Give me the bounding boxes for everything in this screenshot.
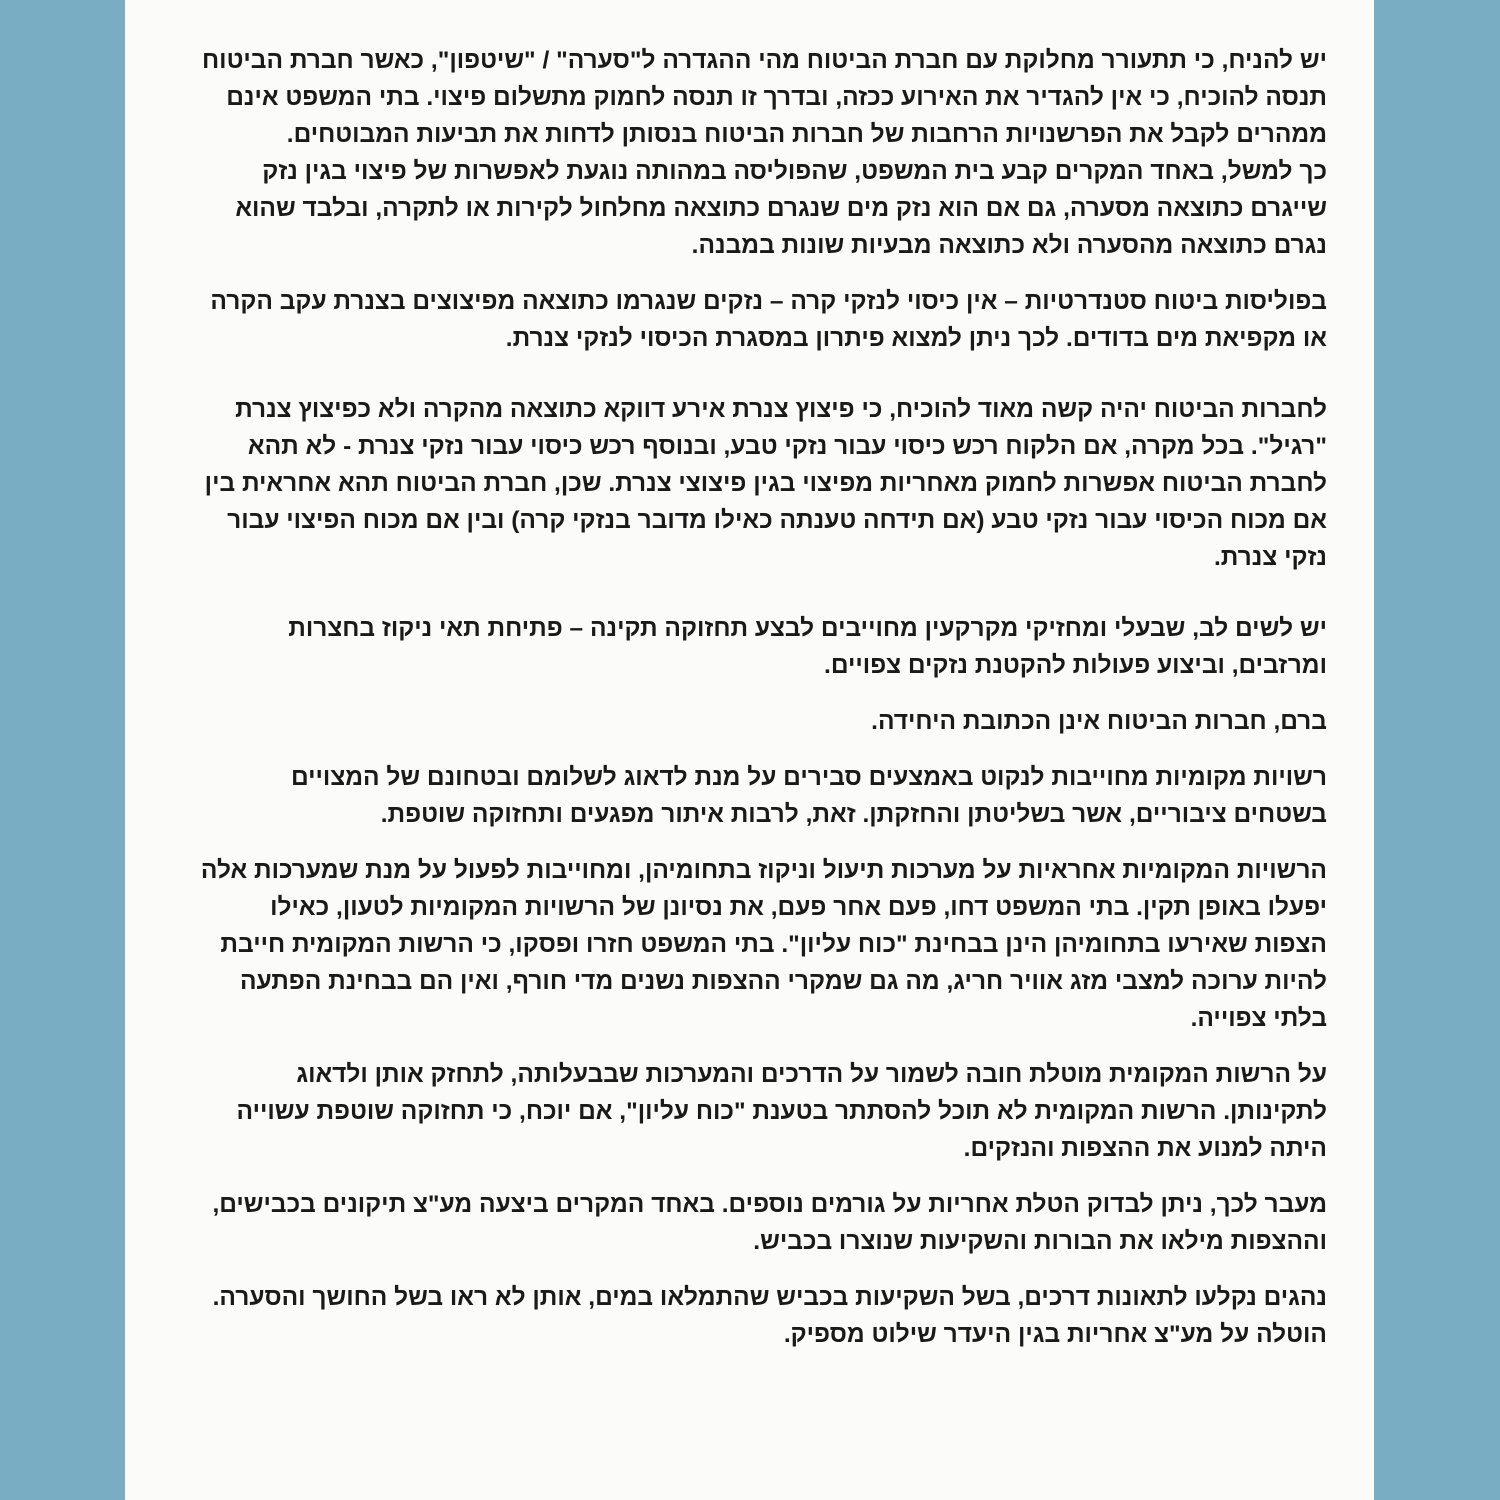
paragraph-local-authorities: רשויות מקומיות מחוייבות לנקוט באמצעים סבירים על מנת לדאוג לשלומם ובטחונם של המצויים בשטחים ציבוריים, אשר בשליטתן והחזקתן. זאת, לרבות איתור מפגעים ותחזוקה שוטפת.: [290, 764, 1327, 828]
document-page: [125, 0, 1374, 1500]
paragraph-owner-maintenance: יש לשים לב, שבעלי ומחזיקי מקרקעין מחוייבים לבצע תחזוקה תקינה – פתיחת תאי ניקוז בחצרות ומרזבים, וביצוע פעולות להקטנת נזקים צפויים.: [288, 615, 1327, 679]
paragraph-drainage-responsibility: הרשויות המקומיות אחראיות על מערכות תיעול וניקוז בתחומיהן, ומחוייבות לפעול על מנת שמערכות אלה יפעלו באופן תקין. בתי המשפט דחו, פעם אחר פעם, את נסיונן של הרשויות המקומיות לטעון, כאילו הצפות שאירעו בתחומיהן הינן בבחינת "כוח עליון". בתי המשפט חזרו ופסקו, כי הרשות המקומית חייבת להיות ערוכה למצבי מזג אוויר חריג, מה גם שמקרי ההצפות נשנים מדי חורף, ואין הם בבחינת הפתעה בלתי צפוייה.: [200, 857, 1327, 1032]
paragraph-storm-definition: יש להניח, כי תתעורר מחלוקת עם חברת הביטוח מהי ההגדרה ל"סערה" / "שיטפון", כאשר חברת הביטוח תנסה להוכיח, כי אין להגדיר את האירוע ככזה, ובדרך זו תנסה לחמוק מתשלום פיצוי. בתי המשפט אינם ממהרים לקבל את הפרשנויות הרחבות של חברות הביטוח בנסותן לדחות את תביעות המבוטחים.: [202, 47, 1327, 148]
paragraph-not-only-insurers: ברם, חברות הביטוח אינן הכתובת היחידה.: [871, 708, 1327, 735]
paragraph-pipe-burst: לחברות הביטוח יהיה קשה מאוד להוכיח, כי פיצוץ צנרת אירע דווקא כתוצאה מהקרה ולא כפיצוץ צנרת "רגיל". בכל מקרה, אם הלקוח רכש כיסוי עבור נזקי טבע, ובנוסף רכש כיסוי עבור נזקי צנרת - לא תהא לחברת הביטוח אפשרות לחמוק מאחריות מפיצוי בגין פיצוצי צנרת. שכן, חברת הביטוח תהא אחראית בין אם מכוח הכיסוי עבור נזקי טבע (אם תידחה טענתה כאילו מדובר בנזקי קרה) ובין אם מכוח הפיצוי עבור נזקי צנרת.: [204, 396, 1327, 571]
paragraph-frost-damage: בפוליסות ביטוח סטנדרטיות – אין כיסוי לנזקי קרה – נזקים שנגרמו כתוצאה מפיצוצים בצנרת עקב הקרה או מקפיאת מים בדודים. לכך ניתן למצוא פיתרון במסגרת הכיסוי לנזקי צנרת.: [210, 288, 1327, 352]
document-body: [195, 42, 1327, 1353]
paragraph-road-accidents: נהגים נקלעו לתאונות דרכים, בשל השקיעות בכביש שהתמלאו במים, אותן לא ראו בשל החושך והסערה. הוטלה על מע"צ אחריות בגין היעדר שילוט מספיק.: [212, 1284, 1327, 1348]
paragraph-road-maintenance: על הרשות המקומית מוטלת חובה לשמור על הדרכים והמערכות שבבעלותה, לתחזק אותן ולדאוג לתקינותן. הרשות המקומית לא תוכל להסתתר בטענת "כוח עליון", אם יוכח, כי תחזוקה שוטפת עשוייה היתה למנוע את ההצפות והנזקים.: [236, 1061, 1327, 1162]
paragraph-other-parties: מעבר לכך, ניתן לבדוק הטלת אחריות על גורמים נוספים. באחד המקרים ביצעה מע"צ תיקונים בכבישים, וההצפות מילאו את הבורות והשקיעות שנוצרו בכביש.: [212, 1191, 1327, 1255]
paragraph-court-example: כך למשל, באחד המקרים קבע בית המשפט, שהפוליסה במהותה נוגעת לאפשרות של פיצוי בגין נזק שייגרם כתוצאה מסערה, גם אם הוא נזק מים שנגרם כתוצאה מחלחול לקירות או לתקרה, ובלבד שהוא נגרם כתוצאה מהסערה ולא כתוצאה מבעיות שונות במבנה.: [235, 158, 1327, 259]
